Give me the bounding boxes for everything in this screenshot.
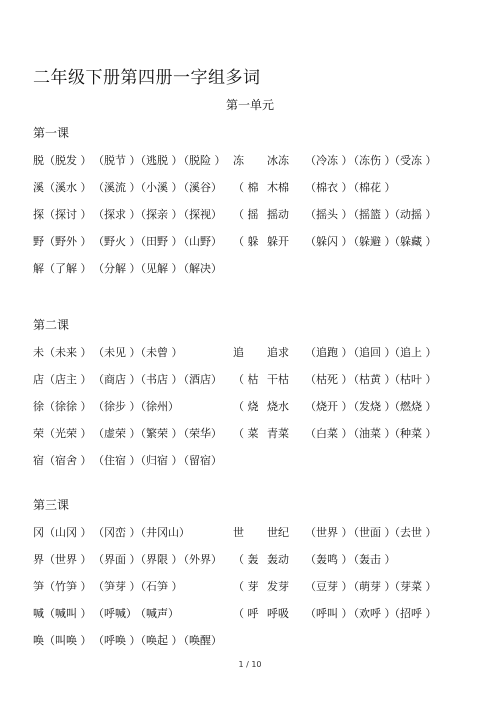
word-entry: （唤醒） [178,634,222,647]
word-entry: （住宿 ） [93,454,141,467]
word-entry: （躲避 ） [348,235,396,248]
word-entry: （外界） [178,553,222,566]
word-entry: （躲藏 ） [389,235,437,248]
head-character-entry: 野（野外 ） [33,235,92,248]
head-character: （ 棉 [233,181,259,194]
word-entry: （未曾 ） [135,346,183,359]
word-entry: （枯黄 ） [348,373,396,386]
word-entry: 发芽 [267,580,289,593]
word-entry: 呼吸 [267,607,289,620]
word-entry: （溪谷） [178,181,222,194]
word-entry: （界限 ） [135,553,183,566]
word-entry: （归宿 ） [135,454,183,467]
head-character: （ 呼 [233,607,259,620]
word-entry: 追求 [267,346,289,359]
head-character: 冻 [233,154,244,167]
word-entry: （白菜 ） [305,427,353,440]
head-character-entry: 溪（溪水 ） [33,181,92,194]
word-entry: （枯死 ） [305,373,353,386]
word-entry: （世界 ） [305,526,353,539]
word-entry: （招呼 ） [389,607,437,620]
word-entry: （种菜 ） [389,427,437,440]
word-entry: （解决） [178,262,222,275]
word-entry: （追跑 ） [305,346,353,359]
head-character: （ 菜 [233,427,259,440]
word-entry: （发烧 ） [348,400,396,413]
head-character-entry: 荣（光荣 ） [33,427,92,440]
word-entry: （棉衣 ） [305,181,353,194]
page-number: 1 / 10 [238,660,262,669]
head-character-entry: 宿（宿舍 ） [33,454,92,467]
head-character: 世 [233,526,244,539]
word-entry: （轰击 ） [348,553,396,566]
word-entry: （豆芽 ） [305,580,353,593]
word-entry: 青菜 [267,427,289,440]
head-character: （ 芽 [233,580,259,593]
word-entry: （井冈山） [135,526,190,539]
word-entry: 烧水 [267,400,289,413]
word-entry: （烧开 ） [305,400,353,413]
word-entry: （冻伤 ） [348,154,396,167]
word-entry: （虚荣 ） [93,427,141,440]
word-entry: 干枯 [267,373,289,386]
word-entry: （荣华） [178,427,222,440]
word-entry: （酒店） [178,373,222,386]
lesson-heading: 第二课 [33,318,70,332]
word-entry: （脱节 ） [93,154,141,167]
unit-heading: 第一单元 [225,98,274,112]
word-entry: 冰冻 [267,154,289,167]
word-entry: （田野 ） [135,235,183,248]
head-character: （ 枯 [233,373,259,386]
lesson-heading: 第一课 [33,126,70,140]
word-entry: （探求 ） [93,208,141,221]
word-entry: （探视） [178,208,222,221]
word-entry: （呼唤 ） [93,634,141,647]
word-entry: （追上 ） [389,346,437,359]
word-entry: （呼叫 ） [305,607,353,620]
word-entry: （溪流 ） [93,181,141,194]
head-character-entry: 冈（山冈 ） [33,526,92,539]
word-entry: （冈峦 ） [93,526,141,539]
word-entry: （油菜 ） [348,427,396,440]
word-entry: （萌芽 ） [348,580,396,593]
word-entry: 世纪 [267,526,289,539]
word-entry: （受冻 ） [389,154,437,167]
word-entry: （去世 ） [389,526,437,539]
word-entry: （留宿） [178,454,222,467]
word-entry: 躲开 [267,235,289,248]
word-entry: （分解 ） [93,262,141,275]
word-entry: （躲闪 ） [305,235,353,248]
word-entry: （笋芽 ） [93,580,141,593]
head-character: （ 躲 [233,235,259,248]
head-character: 追 [233,346,244,359]
word-entry: （繁荣 ） [135,427,183,440]
word-entry: （石笋 ） [135,580,183,593]
head-character-entry: 唤（叫唤 ） [33,634,92,647]
word-entry: （燃烧 ） [389,400,437,413]
lesson-heading: 第三课 [33,498,70,512]
word-entry: （未见 ） [93,346,141,359]
head-character-entry: 徐（徐徐 ） [33,400,92,413]
head-character: （ 摇 [233,208,259,221]
word-entry: （摇篮 ） [348,208,396,221]
head-character-entry: 解（了解 ） [33,262,92,275]
page-title: 二年级下册第四册一字组多词 [33,68,261,88]
word-entry: 木棉 [267,181,289,194]
word-entry: （逃脱 ） [135,154,183,167]
word-entry: （见解 ） [135,262,183,275]
word-entry: （芽菜 ） [389,580,437,593]
word-entry: （喊声） [135,607,179,620]
word-entry: （脱险 ） [178,154,226,167]
head-character-entry: 界（世界 ） [33,553,92,566]
word-entry: 摇动 [267,208,289,221]
word-entry: （轰鸣 ） [305,553,353,566]
word-entry: （呼喊） [93,607,137,620]
word-entry: （欢呼 ） [348,607,396,620]
word-entry: （唤起 ） [135,634,183,647]
word-entry: 轰动 [267,553,289,566]
word-entry: （枯叶 ） [389,373,437,386]
word-entry: （世面 ） [348,526,396,539]
word-entry: （书店 ） [135,373,183,386]
head-character: （ 烧 [233,400,259,413]
head-character-entry: 未（未来 ） [33,346,92,359]
head-character: （ 轰 [233,553,259,566]
word-entry: （探亲 ） [135,208,183,221]
word-entry: （商店 ） [93,373,141,386]
word-entry: （界面 ） [93,553,141,566]
word-entry: （动摇 ） [389,208,437,221]
word-entry: （徐步 ） [93,400,141,413]
word-entry: （摇头 ） [305,208,353,221]
word-entry: （小溪 ） [135,181,183,194]
word-entry: （徐州） [135,400,179,413]
word-entry: （冷冻 ） [305,154,353,167]
head-character-entry: 笋（竹笋 ） [33,580,92,593]
head-character-entry: 店（店主 ） [33,373,92,386]
word-entry: （野火 ） [93,235,141,248]
word-entry: （山野） [178,235,222,248]
head-character-entry: 探（探讨 ） [33,208,92,221]
word-entry: （棉花 ） [348,181,396,194]
word-entry: （追回 ） [348,346,396,359]
head-character-entry: 脱（脱发 ） [33,154,92,167]
head-character-entry: 喊（喊叫 ） [33,607,92,620]
